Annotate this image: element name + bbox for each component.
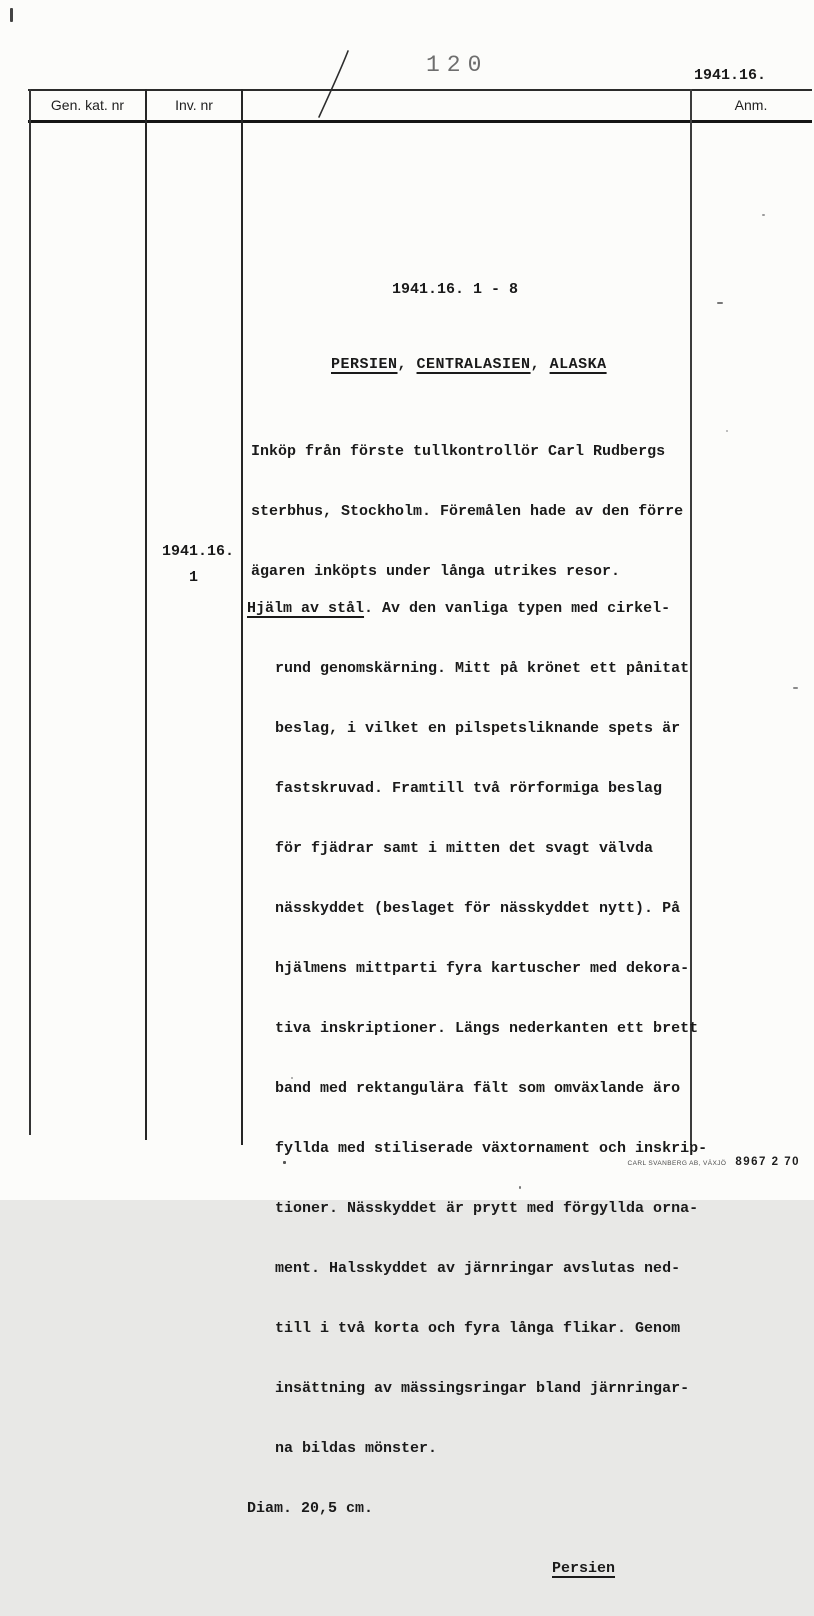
region-word: CENTRALASIEN — [416, 356, 531, 373]
region-word: ALASKA — [549, 356, 607, 373]
description-line: rund genomskärning. Mitt på krönet ett pånitat — [275, 660, 690, 677]
description-line: nässkyddet (beslaget för nässkyddet nytt). På — [275, 900, 681, 917]
description-line: beslag, i vilket en pilspetsliknande spets är — [275, 720, 681, 737]
series-heading: 1941.16. 1 - 8 — [392, 281, 519, 298]
column-header-gen-kat-nr: Gen. kat. nr — [50, 97, 125, 113]
page-number: 120 — [426, 52, 489, 78]
scan-noise-speck — [762, 214, 765, 216]
inventory-item-number: 1 — [189, 569, 199, 586]
provenance-line: Inköp från förste tullkontrollör Carl Rudbergs — [251, 443, 666, 460]
table-column-divider-inv-main — [241, 89, 243, 1145]
description-line: na bildas mönster. — [275, 1440, 438, 1457]
inventory-group-number: 1941.16. — [162, 543, 235, 560]
description-line: till i två korta och fyra långa flikar. Genom — [275, 1320, 681, 1337]
scan-noise-speck — [793, 687, 798, 689]
description-line: hjälmens mittparti fyra kartuscher med dekora- — [275, 960, 690, 977]
object-description — [247, 562, 727, 1616]
scan-noise-speck — [717, 302, 723, 304]
provenance-line: sterbhus, Stockholm. Föremålen hade av den förre — [251, 503, 684, 520]
description-text: Av den vanliga typen med cirkel- — [382, 600, 671, 617]
table-column-divider-genkat-inv — [145, 89, 147, 1140]
region-word: PERSIEN — [331, 356, 398, 373]
object-title: Hjälm av stål — [247, 600, 365, 617]
page-reference: 1941.16. — [694, 67, 767, 84]
scan-noise-speck — [291, 1077, 293, 1079]
scan-noise-speck — [283, 1161, 286, 1164]
region-separator: , — [397, 356, 417, 373]
description-line: ment. Halsskyddet av järnringar avslutas ned- — [275, 1260, 681, 1277]
region-heading — [331, 356, 607, 373]
region-separator: , — [530, 356, 550, 373]
description-first-line — [247, 596, 727, 622]
scan-noise-speck — [519, 1186, 521, 1189]
scan-noise-speck — [10, 8, 13, 22]
description-line: tioner. Nässkyddet är prytt med förgyllda orna- — [275, 1200, 699, 1217]
provenance-line: ägaren inköpts under långa utrikes resor. — [251, 563, 621, 580]
description-line: fastskruvad. Framtill två rörformiga beslag — [275, 780, 663, 797]
table-left-border — [29, 89, 31, 1135]
description-line: tiva inskriptioner. Längs nederkanten ett brett — [275, 1020, 699, 1037]
description-line: insättning av mässingsringar bland järnringar- — [275, 1380, 690, 1397]
scan-noise-speck — [726, 430, 728, 432]
description-line: band med rektangulära fält som omväxlande äro — [275, 1080, 681, 1097]
column-header-inv-nr: Inv. nr — [175, 97, 213, 113]
printer-name: CARL SVANBERG AB, VÄXJÖ — [627, 1160, 727, 1167]
object-origin: Persien — [552, 1560, 616, 1577]
printer-footer — [600, 1156, 800, 1168]
description-line: för fjädrar samt i mitten det svagt välvda — [275, 840, 654, 857]
printer-code: 8967 2 70 — [735, 1156, 800, 1168]
handwritten-slash-mark — [303, 45, 355, 123]
column-header-anm: Anm. — [734, 97, 768, 113]
object-dimension: Diam. 20,5 cm. — [247, 1500, 374, 1517]
origin-line — [247, 1556, 727, 1582]
description-line: fyllda med stiliserade växtornament och inskrip- — [275, 1140, 708, 1157]
object-title-separator: . — [364, 600, 383, 617]
